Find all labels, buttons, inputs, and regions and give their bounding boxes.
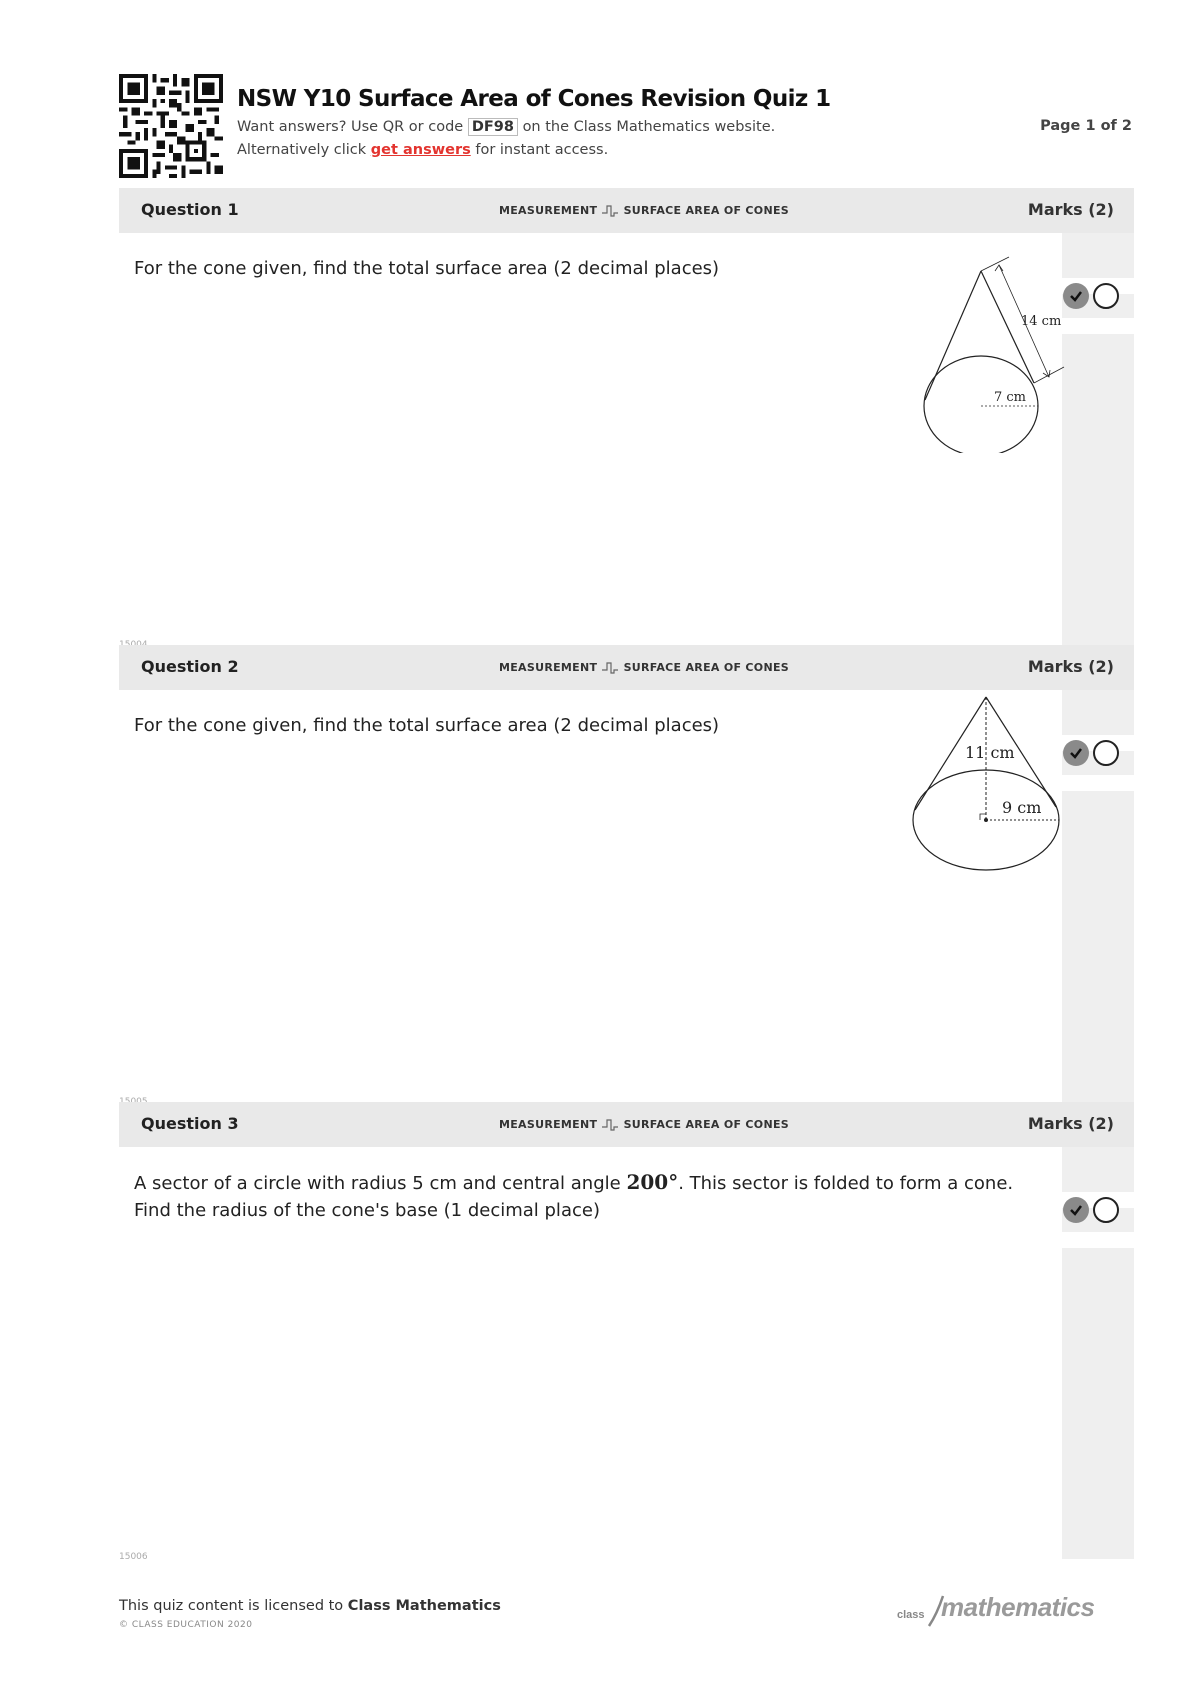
question-body bbox=[119, 233, 1134, 645]
quiz-code: DF98 bbox=[468, 118, 518, 136]
question-1 bbox=[119, 188, 1134, 645]
height-label: 11 cm bbox=[965, 743, 1015, 762]
question-label: Question 2 bbox=[141, 657, 239, 676]
copyright: © CLASS EDUCATION 2020 bbox=[119, 1620, 253, 1630]
mark-controls bbox=[1063, 1197, 1119, 1223]
question-marks: Marks (2) bbox=[1027, 657, 1114, 676]
radius-label: 7 cm bbox=[994, 390, 1027, 405]
check-icon bbox=[1068, 1202, 1084, 1218]
category-separator-icon bbox=[601, 1118, 619, 1132]
question-text: A sector of a circle with radius 5 cm and central angle 200°. This sector is folded to form a cone. Find the radius of the cone's base (1 decimal place) bbox=[134, 1170, 1014, 1221]
category-separator-icon bbox=[601, 204, 619, 218]
slant-label: 14 cm bbox=[1021, 314, 1062, 329]
question-category: MEASUREMENT SURFACE AREA OF CONES bbox=[499, 204, 789, 217]
mark-correct-button[interactable] bbox=[1063, 1197, 1089, 1223]
question-category: MEASUREMENT SURFACE AREA OF CONES bbox=[499, 1118, 789, 1131]
get-answers-link[interactable]: get answers bbox=[370, 142, 471, 158]
question-text: For the cone given, find the total surface area (2 decimal places) bbox=[134, 715, 720, 736]
question-body bbox=[119, 690, 1134, 1102]
question-bar bbox=[119, 1102, 1134, 1147]
licensee: Class Mathematics bbox=[347, 1598, 501, 1614]
cone-diagram-1 bbox=[849, 243, 1149, 453]
page-number: Page 1 of 2 bbox=[1040, 118, 1132, 134]
quiz-title: NSW Y10 Surface Area of Cones Revision Quiz 1 bbox=[237, 86, 831, 112]
question-marks: Marks (2) bbox=[1027, 200, 1114, 219]
question-3 bbox=[119, 1102, 1134, 1562]
question-category: MEASUREMENT SURFACE AREA OF CONES bbox=[499, 661, 789, 674]
question-2 bbox=[119, 645, 1134, 1102]
answers-link-line: Alternatively click get answers for instant access. bbox=[237, 142, 609, 158]
question-label: Question 1 bbox=[141, 200, 239, 219]
quiz-header bbox=[119, 74, 1134, 180]
central-angle: 200° bbox=[626, 1170, 679, 1194]
question-text: For the cone given, find the total surface area (2 decimal places) bbox=[134, 258, 720, 279]
question-label: Question 3 bbox=[141, 1114, 239, 1133]
license-notice: This quiz content is licensed to Class Mathematics bbox=[119, 1598, 501, 1614]
radius-label: 9 cm bbox=[1002, 798, 1042, 817]
question-body bbox=[119, 1147, 1134, 1559]
category-separator-icon bbox=[601, 661, 619, 675]
question-bar bbox=[119, 188, 1134, 233]
question-bar bbox=[119, 645, 1134, 690]
mark-incorrect-button[interactable] bbox=[1093, 1197, 1119, 1223]
question-marks: Marks (2) bbox=[1027, 1114, 1114, 1133]
answers-instructions: Want answers? Use QR or code DF98 on the Class Mathematics website. bbox=[237, 119, 776, 135]
svg-text:mathematics: mathematics bbox=[941, 1592, 1095, 1622]
svg-text:class: class bbox=[897, 1609, 925, 1621]
class-mathematics-logo bbox=[895, 1588, 1135, 1628]
cone-diagram-2 bbox=[849, 695, 1149, 905]
question-code: 15006 bbox=[119, 1552, 148, 1562]
qr-code-icon[interactable] bbox=[119, 74, 223, 178]
